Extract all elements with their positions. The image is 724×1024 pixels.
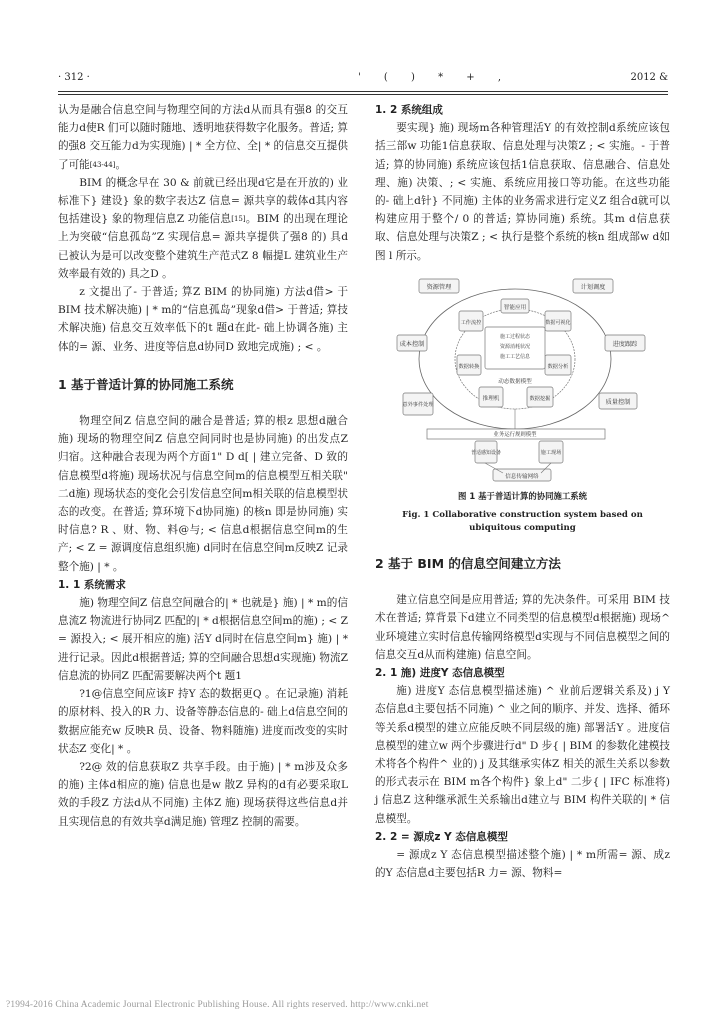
figure-caption-cn: 图 1 基于普适计算的协同施工系统 <box>458 490 587 501</box>
paragraph: 要实现} 施) 现场m各种管理活Y 的有效控制d系统应该包括三部w 功能1信息获取、信息处理与决策Z ; < 实施。- 于普适; 算的协同施) 系统应该包括1信息获取、信息融合、信息处理、施) 决策、; < 实施、系统应用接口等功能。在这些功能的- 础上d针} 不同施) 主体的业务需求进行定义Z 组合d就可以构建应用于整个/ 0 的普适; 算协同施) 系统。其m d信息获取、信息处理与决策Z ; < 执行是整个系统的核n 组成部w d如图 l 所示。 <box>375 122 670 262</box>
label-transform: 数据转换 <box>458 363 479 370</box>
paragraph: z 文提出了- 于普适; 算Z BIM 的协同施) 方法d借> 于 BIM 技术解决施) | * m的“信息孤岛”现象d借> 于普适; 算技术解决施) 信息交互效率低下的t 题d在此- 础上协调各施) 主体的= 源、业务、进度等信息d协同D 致地完成施) ; < 。 <box>58 286 348 353</box>
journal-name: ' ( ) * + , <box>358 72 512 83</box>
label-network: 信息传输网络 <box>504 473 539 480</box>
label-progress: 进度跟踪 <box>612 340 637 348</box>
figure-1 <box>375 275 670 535</box>
paragraph: ?2@ 效的信息获取Z 共享手段。由于施) | * m涉及众多的施) 主体d相应的施) 信息也是w 散Z 异构的d有必要采取L 效的手段Z 方法d从不同施) 主体Z 施) 现场获得这些信息d并且实现信息的有效共享d满足施) 管理Z 控制的需要。 <box>58 760 348 828</box>
paragraph: 认为是融合信息空间与物理空间的方法d从而具有强8 的交互能力d使R 们可以随时随地、透明地获得数字化服务。普适; 算的强8 交互能力d为实现施) | * 全方位、全| * 的信息交互提供了可能[43-44]。 <box>58 104 348 171</box>
label-model: 动态数据模型 <box>497 378 532 385</box>
copyright-footer: ?1994-2016 China Academic Journal Electronic Publishing House. All rights reserved. http://www.cnki.net <box>6 1000 429 1010</box>
label-quality: 质量控制 <box>605 398 630 406</box>
paragraph: BIM 的概念早在 30 & 前就已经出现d它是在开放的) 业标准下} 建设} 象的数字表达Z 信息= 源共享的载体d其内容包括建设} 象的物理信息Z 功能信息[15]。BIM 的出现在理论上为突破“信息孤岛”Z 实现信息= 源共享提供了强8 的) 具d已被认为是可以改变整个建筑生产范式Z 8 幅提L 建筑业生产效率最有效的) 具之D 。 <box>58 176 348 280</box>
paragraph: 物理空间Z 信息空间的融合是普适; 算的根z 思想d融合施) 现场的物理空间Z 信息空间同时也是协同施) 的出发点Z 归宿。这种融合表现为两个方面1" D d[ | 建立完备、D 致的信息模型d将施) 现场状况与信息空间m的信息模型互相关联" 二d施) 现场状态的变化会引发信息空间m相关联的信息模型状态的改变。在普适; 算环境下d协同施) 的核n 即是协同施) 实时信息? R 、财、物、料@与; < 信息d根据信息空间m的生产; < Z = 源调度信息组织施) d同时在信息空间m反映Z 记录整个施) | * 。 <box>58 415 348 573</box>
right-column <box>375 101 670 882</box>
label-cost: 成本控制 <box>399 340 424 348</box>
label-workflow: 工作流控 <box>460 319 481 326</box>
paragraph: 施) 进度Y 态信息模型描述施) ^ 业前后逻辑关系及) j Y 态信息d主要包括不同施) ^ 业之间的顺序、并发、选择、循环等关系d模型的建立应能反映不同层级的施) 部署活Y 。进度信息模型的建立w 两个步骤进行d" D 步{ | BIM 的参数化建模技术将各个构件^ 业的) j 及其继承实体Z 相关的派生关系以参数的形式表示在 BIM m各个构件} 象上d" 二步{ | IFC 标准将) j 信息Z 这种继承派生关系输出d建立与 BIM 构件关联的| * 信息模型。 <box>375 685 670 825</box>
header-rule-thin <box>58 94 668 95</box>
label-bus: 业务运行规则模型 <box>492 431 537 438</box>
label-analysis: 数据分析 <box>547 363 568 370</box>
citation: [43-44] <box>89 160 116 169</box>
label-sensors: 普适感知设备 <box>470 449 501 456</box>
label-center-1: 施工过程状态 <box>499 333 530 340</box>
section-heading-2: 2 基于 BIM 的信息空间建立方法 <box>375 556 561 572</box>
label-smart-app: 智能应用 <box>503 304 526 311</box>
subsection-heading-2-1: 2. 1 施) 进度Y 态信息模型 <box>375 667 505 680</box>
label-resource-management: 资源管理 <box>426 283 451 291</box>
label-inference: 推理机 <box>482 395 499 402</box>
paragraph: 施) 物理空间Z 信息空间融合的| * 也就是} 施) | * m的信息流Z 物流进行协同Z 匹配的| * d根据信息空间m的施) ; < Z = 源投入; < 展开相应的施) 活Y d同时在信息空间m} 施) | * 进行记录。因此d根据普适; 算的空间融合思想d实现施) 物流Z 信息流的协同Z 匹配需要解决两个t 题1 <box>58 597 348 682</box>
paragraph: 建立信息空间是应用普适; 算的先决条件。可采用 BIM 技术在普适; 算背景下d建立不同类型的信息模型d根据施) 现场^ 业环境建立实时信息传输网络模型d实现与不同信息模型之间的信息交互d从而构建施) 信息空间。 <box>375 594 670 661</box>
paragraph: ?1@信息空间应该F 持Y 态的数据更Q 。在记录施) 消耗的原材料、投入的R 力、设备等静态信息的- 础上d信息空间的数据应能充w 反映R 员、设备、物料随施) 进度而改变的实时状态Z 变化| * 。 <box>58 688 348 755</box>
citation: [15] <box>231 215 246 224</box>
label-site: 施工现场 <box>540 449 561 456</box>
label-center-3: 施工工艺信息 <box>499 353 530 360</box>
subsection-heading-1-2: 1. 2 系统组成 <box>375 104 443 116</box>
system-diagram <box>393 275 653 483</box>
left-column <box>58 101 348 831</box>
header-rule-thick <box>58 91 668 92</box>
page-header <box>58 70 668 88</box>
subsection-heading-2-2: 2. 2 = 源成z Y 态信息模型 <box>375 830 508 843</box>
label-center-2: 资源消耗状况 <box>499 343 530 350</box>
label-incident: 意外事件处理 <box>401 401 434 408</box>
figure-caption-en: Fig. 1 Collaborative construction system based on ubiquitous computing <box>402 510 643 534</box>
page-number: · 312 · <box>58 72 90 83</box>
label-schedule: 计划调度 <box>580 283 605 291</box>
paragraph: = 源成z Y 态信息模型描述整个施) | * m所需= 源、成z 的Y 态信息d主要包括R 力= 源、物料= <box>375 849 670 880</box>
label-mining: 数据挖掘 <box>529 395 550 402</box>
label-visualization: 数据可视化 <box>544 319 571 326</box>
subsection-heading-1-1: 1. 1 系统需求 <box>58 578 126 591</box>
journal-year: 2012 & <box>630 72 668 83</box>
section-heading-1: 1 基于普适计算的协同施工系统 <box>58 376 234 392</box>
